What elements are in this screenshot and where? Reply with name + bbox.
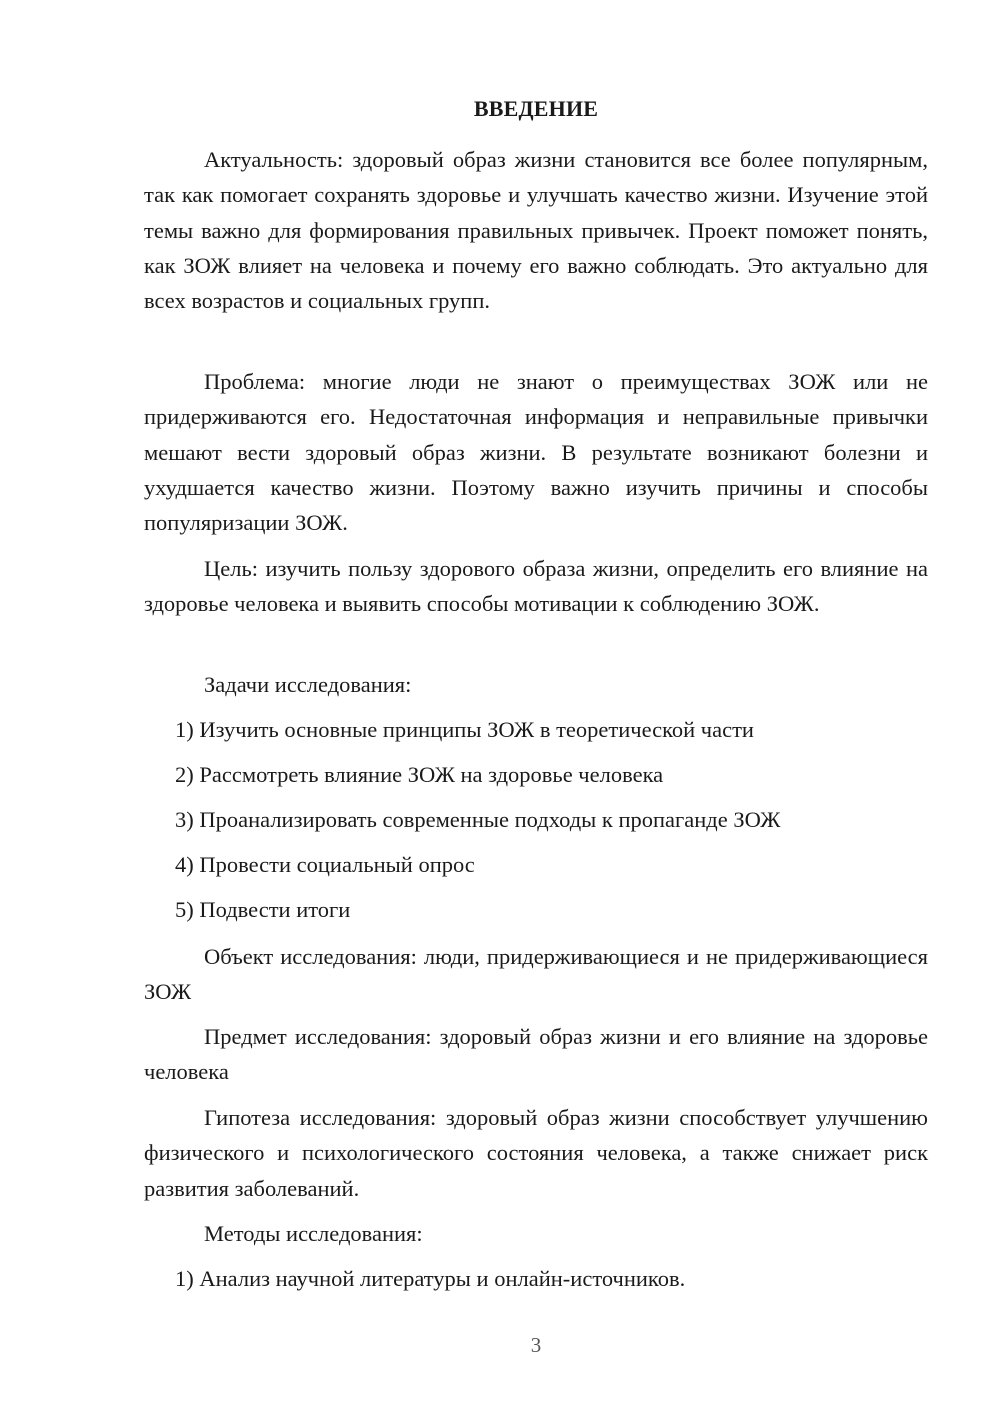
section-heading: ВВЕДЕНИЕ [473, 96, 599, 121]
subject-paragraph: Предмет исследования: здоровый образ жизни и его влияние на здоровье человека [144, 1024, 928, 1085]
hypothesis-paragraph: Гипотеза исследования: здоровый образ жизни способствует улучшению физического и психологического состояния человека, а также снижает риск развития заболеваний. [144, 1105, 928, 1201]
method-item: 1) Анализ научной литературы и онлайн-источников. [175, 1266, 686, 1291]
goal-paragraph: Цель: изучить пользу здорового образа жизни, определить его влияние на здоровье человека и выявить способы мотивации к соблюдению ЗОЖ. [144, 556, 928, 617]
methods-title: Методы исследования: [204, 1221, 423, 1246]
task-item: 4) Провести социальный опрос [175, 852, 475, 877]
task-item: 5) Подвести итоги [175, 897, 351, 922]
task-item: 1) Изучить основные принципы ЗОЖ в теоретической части [175, 717, 754, 742]
object-paragraph: Объект исследования: люди, придерживающиеся и не придерживающиеся ЗОЖ [144, 944, 928, 1005]
problem-paragraph: Проблема: многие люди не знают о преимуществах ЗОЖ или не придерживаются его. Недостаточная информация и неправильные привычки мешают вести здоровый образ жизни. В результате возникают болезни и ухудшается качество жизни. Поэтому важно изучить причины и способы популяризации ЗОЖ. [144, 369, 928, 536]
task-item: 2) Рассмотреть влияние ЗОЖ на здоровье человека [175, 762, 664, 787]
tasks-title: Задачи исследования: [204, 672, 412, 697]
task-item: 3) Проанализировать современные подходы к пропаганде ЗОЖ [175, 807, 781, 832]
relevance-paragraph: Актуальность: здоровый образ жизни становится все более популярным, так как помогает сохранять здоровье и улучшать качество жизни. Изучение этой темы важно для формирования правильных привычек. Проект поможет понять, как ЗОЖ влияет на человека и почему его важно соблюдать. Это актуально для всех возрастов и социальных групп. [144, 147, 928, 314]
page-number: 3 [530, 1333, 542, 1357]
